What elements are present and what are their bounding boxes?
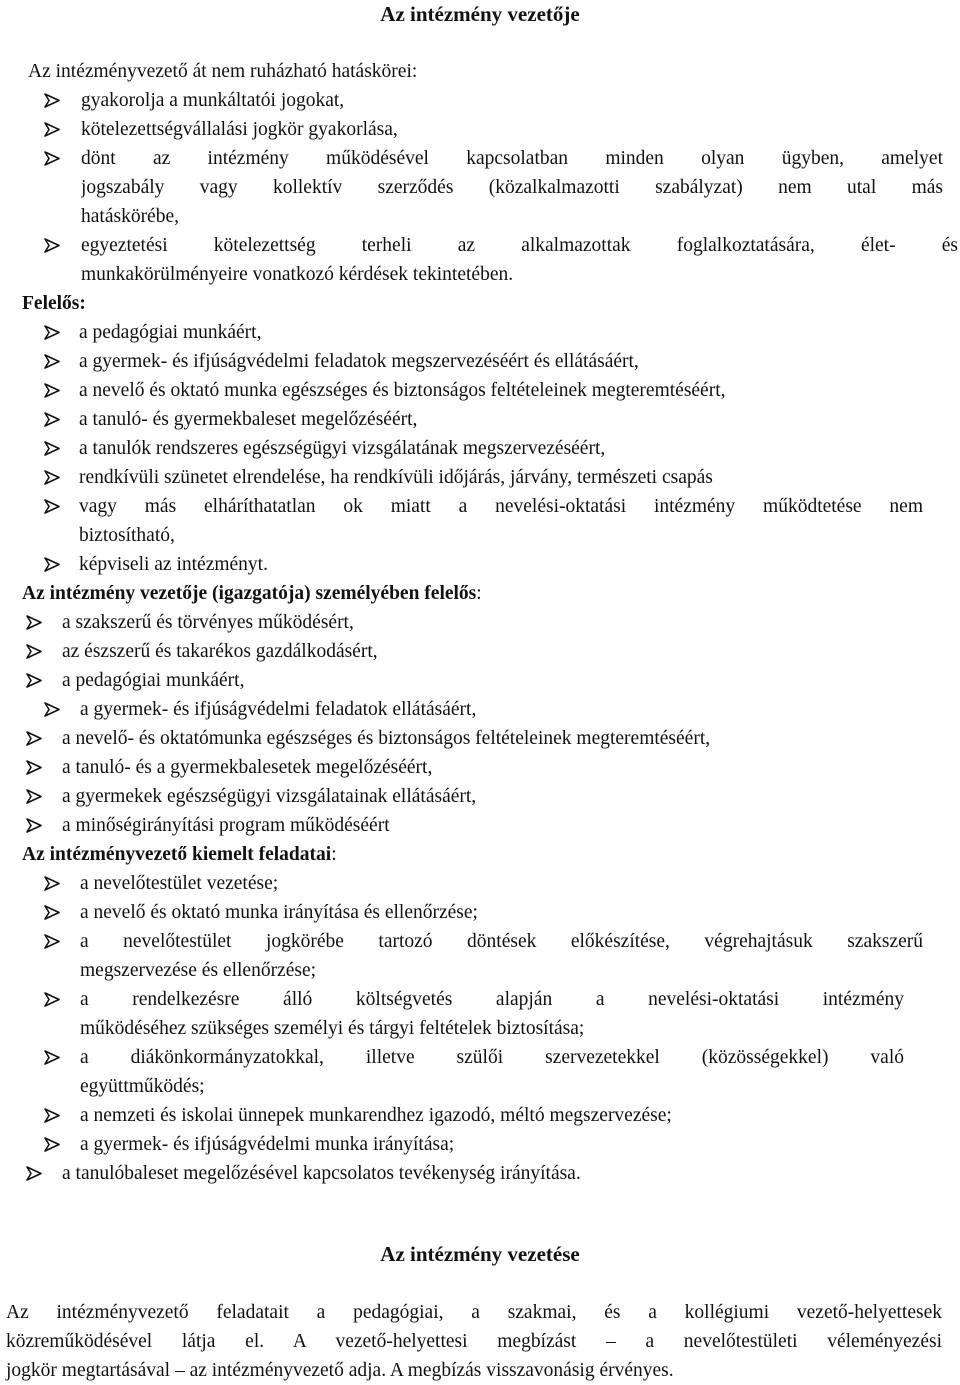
list-item: gyakorolja a munkáltatói jogokat, (81, 90, 345, 111)
list-item: a minőségirányítási program működéséért (62, 815, 390, 836)
list-item: a rendelkezésre álló költségvetés alapján a nevelési-oktatási intézmény (80, 989, 904, 1010)
list-item: dönt az intézmény működésével kapcsolatban minden olyan ügyben, amelyet (81, 148, 943, 169)
list-item-cont: hatáskörébe, (81, 206, 179, 227)
list-item: a gyermek- és ifjúságvédelmi feladatok megszervezéséért és ellátásáért, (79, 351, 639, 372)
arrow-bullet-icon (44, 1043, 60, 1072)
arrow-bullet-icon (44, 463, 60, 492)
list-item: a nevelőtestület jogkörébe tartozó döntések előkészítése, végrehajtásuk szakszerű (80, 931, 923, 952)
arrow-bullet-icon (44, 898, 60, 927)
arrow-bullet-icon (26, 666, 42, 695)
list-item: a gyermek- és ifjúságvédelmi feladatok ellátásáért, (80, 699, 477, 720)
arrow-bullet-icon (26, 724, 42, 753)
list-item: a tanuló- és a gyermekbalesetek megelőzéséért, (62, 757, 433, 778)
list-item: a tanuló- és gyermekbaleset megelőzéséért, (79, 409, 418, 430)
section-heading-text: Felelős: (22, 293, 86, 314)
arrow-bullet-icon (44, 492, 60, 521)
arrow-bullet-icon (44, 144, 60, 173)
list-item: a nemzeti és iskolai ünnepek munkarendhez igazodó, méltó megszervezése; (80, 1105, 672, 1126)
list-item: a nevelő- és oktatómunka egészséges és biztonságos feltételeinek megteremtéséért, (62, 728, 711, 749)
list-item-cont: együttműködés; (80, 1076, 205, 1097)
arrow-bullet-icon (26, 637, 42, 666)
arrow-bullet-icon (44, 1130, 60, 1159)
list-item: a tanulóbaleset megelőzésével kapcsolatos tevékenység irányítása. (62, 1163, 581, 1184)
arrow-bullet-icon (44, 434, 60, 463)
list-item-cont: megszervezése és ellenőrzése; (80, 960, 317, 981)
list-item: a gyermek- és ifjúságvédelmi munka irányítása; (80, 1134, 455, 1155)
list-item: az észszerű és takarékos gazdálkodásért, (62, 641, 378, 662)
arrow-bullet-icon (44, 231, 60, 260)
list-item: a gyermekek egészségügyi vizsgálatainak ellátásáért, (62, 786, 477, 807)
paragraph-line: jogkör megtartásával – az intézményvezető adja. A megbízás visszavonásig érvényes. (6, 1360, 674, 1381)
list-item: a pedagógiai munkáért, (62, 670, 245, 691)
section-heading-text: Az intézmény vezetője (igazgatója) személyében felelős (22, 583, 477, 604)
list-item: a diákönkormányzatokkal, illetve szülői szervezetekkel (közösségekkel) való (80, 1047, 904, 1068)
arrow-bullet-icon (44, 985, 60, 1014)
list-item: kötelezettségvállalási jogkör gyakorlása, (81, 119, 398, 140)
section-heading (22, 579, 482, 608)
section-title: Az intézmény vezetése (380, 1242, 580, 1266)
arrow-bullet-icon (26, 782, 42, 811)
list-item-cont: működéséhez szükséges személyi és tárgyi feltételek biztosítása; (80, 1018, 585, 1039)
list-item-cont: munkakörülményeire vonatkozó kérdések tekintetében. (81, 264, 514, 285)
section-intro: Az intézményvezető át nem ruházható hatáskörei: (28, 61, 418, 82)
list-item-cont: jogszabály vagy kollektív szerződés (közalkalmazotti szabályzat) nem utal más (81, 177, 943, 198)
heading-colon: : (331, 844, 337, 865)
arrow-bullet-icon (44, 1101, 60, 1130)
page-title: Az intézmény vezetője (380, 2, 580, 26)
list-item-cont: biztosítható, (79, 525, 175, 546)
arrow-bullet-icon (44, 376, 60, 405)
arrow-bullet-icon (44, 869, 60, 898)
list-item: vagy más elháríthatatlan ok miatt a nevelési-oktatási intézmény működtetése nem (79, 496, 923, 517)
list-item: a nevelő és oktató munka irányítása és ellenőrzése; (80, 902, 478, 923)
heading-colon: : (476, 583, 482, 604)
arrow-bullet-icon (44, 927, 60, 956)
arrow-bullet-icon (44, 347, 60, 376)
list-item: rendkívüli szünetet elrendelése, ha rendkívüli időjárás, járvány, természeti csapás (79, 467, 713, 488)
section-heading (22, 289, 86, 318)
section-heading (22, 840, 337, 869)
arrow-bullet-icon (44, 318, 60, 347)
arrow-bullet-icon (26, 811, 42, 840)
arrow-bullet-icon (26, 753, 42, 782)
section-heading-text: Az intézményvezető kiemelt feladatai (22, 844, 332, 865)
list-item: a nevelőtestület vezetése; (80, 873, 279, 894)
list-item: a tanulók rendszeres egészségügyi vizsgálatának megszervezéséért, (79, 438, 606, 459)
arrow-bullet-icon (26, 608, 42, 637)
arrow-bullet-icon (44, 550, 60, 579)
arrow-bullet-icon (44, 695, 60, 724)
list-item: a szakszerű és törvényes működésért, (62, 612, 354, 633)
list-item: képviseli az intézményt. (79, 554, 268, 575)
list-item: a pedagógiai munkáért, (79, 322, 262, 343)
list-item: egyeztetési kötelezettség terheli az alkalmazottak foglalkoztatására, élet- és (81, 235, 958, 256)
arrow-bullet-icon (44, 115, 60, 144)
arrow-bullet-icon (44, 405, 60, 434)
arrow-bullet-icon (26, 1159, 42, 1188)
list-item: a nevelő és oktató munka egészséges és biztonságos feltételeinek megteremtéséért, (79, 380, 726, 401)
arrow-bullet-icon (44, 86, 60, 115)
paragraph-line: Az intézményvezető feladatait a pedagógiai, a szakmai, és a kollégiumi vezető-helyettesek (6, 1302, 942, 1323)
paragraph-line: közreműködésével látja el. A vezető-helyettesi megbízást – a nevelőtestületi véleményezési (6, 1331, 942, 1352)
